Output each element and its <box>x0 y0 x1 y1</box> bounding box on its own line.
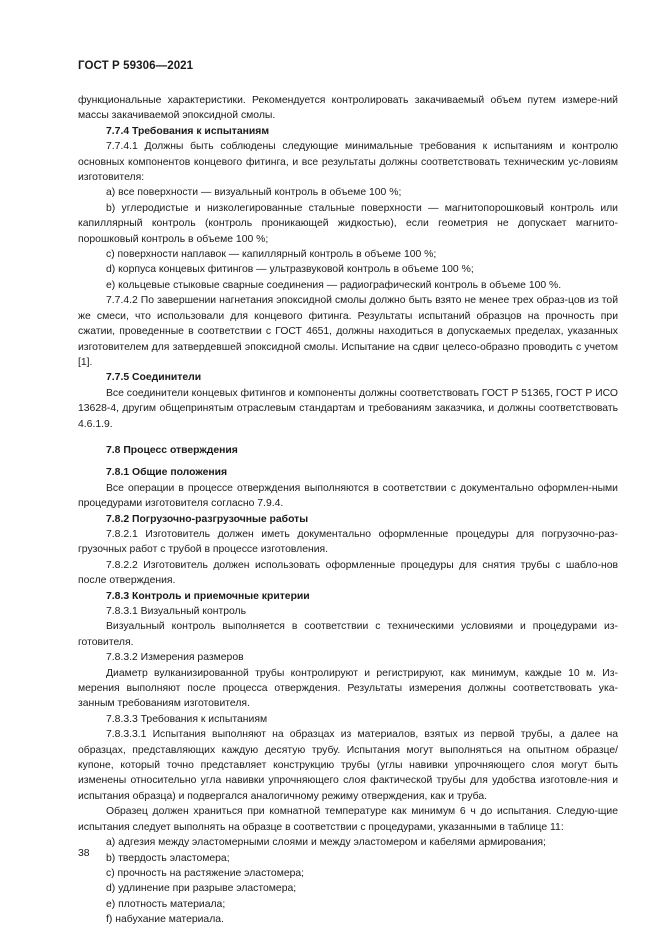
subheading-7-8-3-2: 7.8.3.2 Измерения размеров <box>106 652 244 664</box>
page-number: 38 <box>78 848 90 859</box>
section-heading-7-8-1: 7.8.1 Общие положения <box>106 467 228 479</box>
section-heading-7-8-3: 7.8.3 Контроль и приемочные критерии <box>106 590 310 602</box>
section-heading-7-7-5: 7.7.5 Соединители <box>106 372 202 384</box>
test-item-b: b) твердость эластомера; <box>106 852 230 864</box>
subheading-7-8-3-1: 7.8.3.1 Визуальный контроль <box>106 606 247 617</box>
paragraph-7-8-2-1: 7.8.2.1 Изготовитель должен иметь документально оформленные процедуры для погрузочно-раз-грузочных работ с трубой в процессе изготовления. <box>78 528 618 556</box>
paragraph-7-7-4-2: 7.7.4.2 По завершении нагнетания эпоксидной смолы должно быть взято не менее трех образ-цов из той же смеси, что использовали для концевого фитинга. Результаты испытаний образцов на прочность при сжатии, проведенные в соответствии с ГОСТ 4651, должны находиться в допускаемых пределах, указанных изготовителем для затвердевшей эпоксидной смолы. Испытание на сдвиг целесо-образно проводить с учетом [1]. <box>78 295 618 368</box>
paragraph-visual-control: Визуальный контроль выполняется в соответствии с техническими условиями и процедурами из-готовителя. <box>78 621 618 648</box>
test-item-f: f) набухание материала. <box>106 914 224 926</box>
paragraph-7-8-2-2: 7.8.2.2 Изготовитель должен использовать оформленные процедуры для снятия трубы с шабло-нов после отверждения. <box>78 559 618 587</box>
list-item-d: d) корпуса концевых фитингов — ультразвуковой контроль в объеме 100 %; <box>106 264 474 276</box>
list-item-c: c) поверхности наплавок — капиллярный контроль в объеме 100 %; <box>106 249 437 261</box>
test-item-e: e) плотность материала; <box>106 898 226 910</box>
paragraph-continuation: функциональные характеристики. Рекомендуется контролировать закачиваемый объем путем измере-ний массы закачиваемой эпоксидной смолы. <box>78 95 618 122</box>
test-item-a: a) адгезия между эластомерными слоями и между эластомером и кабелями армирования; <box>106 837 546 849</box>
list-item-e: e) кольцевые стыковые сварные соединения — радиографический контроль в объеме 100 %. <box>106 279 562 291</box>
paragraph-7-7-4-1: 7.7.4.1 Должны быть соблюдены следующие минимальные требования к испытаниям и контролю основных компонентов концевого фитинга, и все результаты должны соответствовать техническим ус-ловиям изготовителя: <box>78 141 618 184</box>
paragraph-sample-storage: Образец должен храниться при комнатной температуре как минимум 6 ч до испытания. Следую-щие испытания следует выполнять на образце в соответствии с процедурами, указанными в таблице 11: <box>78 806 618 833</box>
paragraph-7-8-1: Все операции в процессе отверждения выполняются в соответствии с документально оформлен-ными процедурами изготовителя согласно 7.9.4. <box>78 482 618 510</box>
section-heading-7-8: 7.8 Процесс отверждения <box>106 444 238 456</box>
paragraph-dimensions: Диаметр вулканизированной трубы контролируют и регистрируют, как минимум, каждые 10 м. Из-мерения выполняют после процесса отверждения. Результаты измерения должны соответствовать ука-занным требованиям изготовителя. <box>78 667 618 710</box>
document-header: ГОСТ Р 59306—2021 <box>78 60 194 72</box>
paragraph-7-8-3-3-1: 7.8.3.3.1 Испытания выполняют на образцах из материалов, взятых из первой трубы, а далее на образцах, представляющих каждую десятую трубу. Испытания могут выполняться на опытном образце/ купоне, который точно представляет конструкцию трубы (углы навивки упрочняющего слоя могут быть изменены относительно угла навивки упрочняющего слоя фактической трубы для удобства изготовле-ния и испытания образца) и подвергался аналогичному режиму отверждения, как и труба. <box>78 729 618 802</box>
subheading-7-8-3-3: 7.8.3.3 Требования к испытаниям <box>106 713 268 725</box>
paragraph-connectors: Все соединители концевых фитингов и компоненты должны соответствовать ГОСТ Р 51365, ГОСТ Р ИСО 13628-4, другим общепринятым отраслевым стандартам и требованиям заказчика, и должны соответствовать 4.6.1.9. <box>78 387 618 430</box>
test-item-d: d) удлинение при разрыве эластомера; <box>106 883 297 895</box>
section-heading-7-7-4: 7.7.4 Требования к испытаниям <box>106 125 270 137</box>
document-body <box>78 93 618 928</box>
section-heading-7-8-2: 7.8.2 Погрузочно-разгрузочные работы <box>106 513 309 525</box>
test-item-c: c) прочность на растяжение эластомера; <box>106 867 305 879</box>
list-item-b: b) углеродистые и низколегированные стальные поверхности — магнитопорошковый контроль или капиллярный контроль (контроль проникающей жидкостью), если геометрия не допускает магнито-порошковый контроль в объеме 100 %; <box>78 202 618 245</box>
list-item-a: a) все поверхности — визуальный контроль в объеме 100 %; <box>106 187 402 199</box>
